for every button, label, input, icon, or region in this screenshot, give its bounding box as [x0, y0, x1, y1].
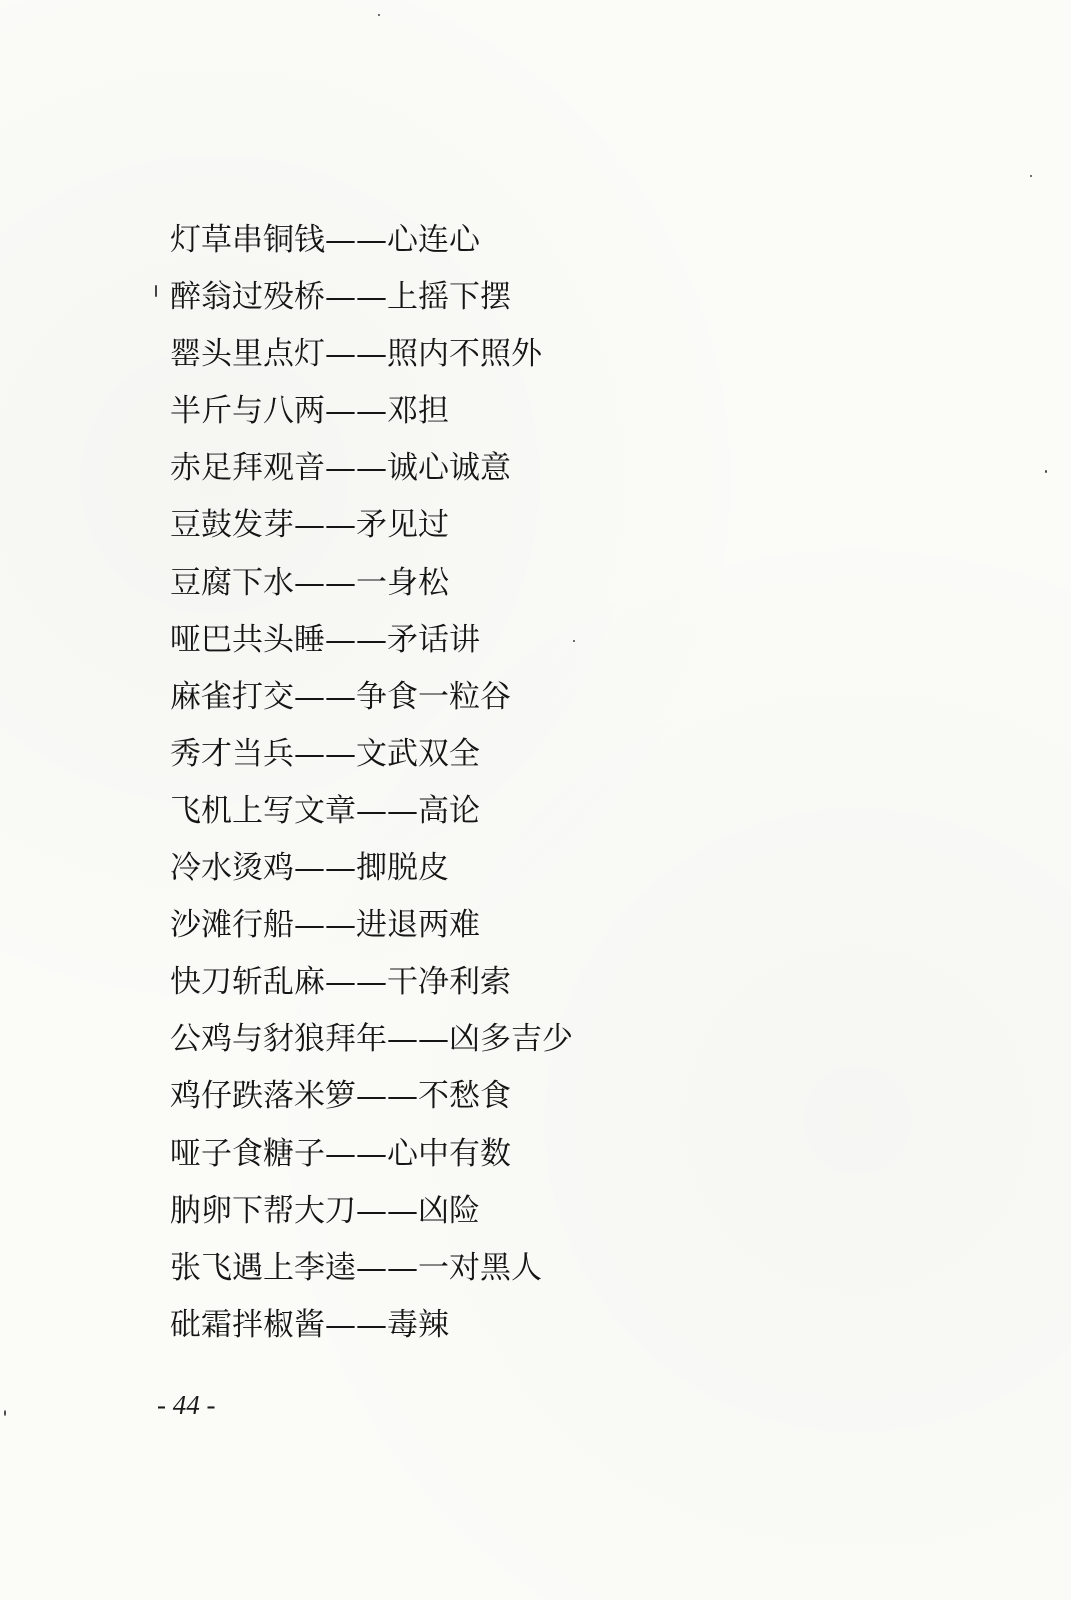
- xiehouyu-list: [170, 212, 573, 1354]
- list-item: 罂头里点灯——照内不照外: [170, 336, 542, 373]
- list-item: 哑子食糖子——心中有数: [170, 1135, 511, 1172]
- list-item: 醉翁过殁桥——上摇下摆: [170, 279, 511, 316]
- list-item: 飞机上写文章——高论: [170, 792, 480, 829]
- list-item: 半斤与八两——邓担: [170, 393, 449, 430]
- list-item: 张飞遇上李逵——一对黑人: [170, 1249, 542, 1286]
- scan-speck: [155, 285, 157, 297]
- list-item: 秀才当兵——文武双全: [170, 735, 480, 772]
- scan-speck: [4, 1410, 6, 1416]
- scan-speck: [1030, 175, 1032, 177]
- scan-speck: [378, 14, 380, 16]
- list-item: 鸡仔跌落米箩——不愁食: [170, 1078, 511, 1115]
- list-item: 快刀斩乱麻——干净利索: [170, 964, 511, 1001]
- list-item: 砒霜拌椒酱——毒辣: [170, 1306, 449, 1343]
- list-item: 冷水烫鸡——揤脱皮: [170, 850, 449, 887]
- list-item: 豆鼓发芽——矛见过: [170, 507, 449, 544]
- list-item: 哑巴共头睡——矛话讲: [170, 621, 480, 658]
- list-item: 沙滩行船——进退两难: [170, 907, 480, 944]
- scan-speck: [1045, 470, 1047, 473]
- list-item: 赤足拜观音——诚心诚意: [170, 450, 511, 487]
- list-item: 灯草串铜钱——心连心: [170, 222, 480, 258]
- list-item: 肭卵下帮大刀——凶险: [170, 1192, 480, 1229]
- scan-speck: [573, 640, 575, 642]
- list-item: 麻雀打交——争食一粒谷: [170, 678, 511, 715]
- list-item: 公鸡与豺狼拜年——凶多吉少: [170, 1021, 573, 1058]
- page-number: - 44 -: [157, 1390, 216, 1420]
- list-item: 豆腐下水——一身松: [170, 564, 449, 601]
